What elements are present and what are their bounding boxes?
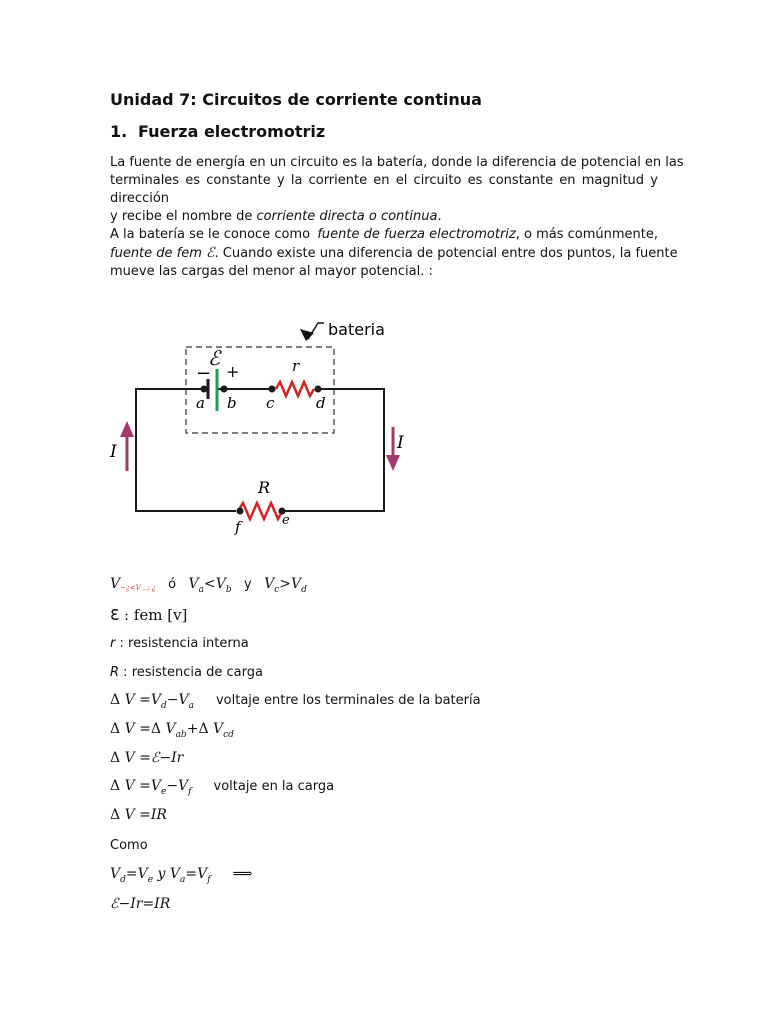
current-arrow-left-head — [120, 421, 134, 437]
node-a — [201, 386, 208, 393]
eq-r-description: r : resistencia interna — [110, 636, 249, 651]
eq-node-equalities: $V_d=V_e$ y $V_a=V_f$ ⟹ — [110, 866, 253, 885]
intro-word: terminales — [110, 173, 180, 188]
battery-callout-arrowhead — [300, 329, 314, 341]
eq-dv-terminals: Δ $V =V_d-V_a$ voltaje entre los terminales de la batería — [110, 692, 481, 711]
intro-line-1: La fuente de energía en un circuito es la batería, donde la diferencia de potencial en las — [110, 155, 684, 170]
intro-word: en — [559, 173, 576, 188]
intro-word: circuito — [413, 173, 462, 188]
internal-resistor — [276, 382, 314, 396]
label-e: e — [282, 513, 290, 528]
battery-plus-sign: + — [226, 362, 240, 381]
como-text: Como — [110, 838, 148, 853]
intro-line-5: A la batería se le conoce como fuente de fuerza electromotriz, o más comúnmente, — [110, 227, 658, 242]
intro-word: constante — [206, 173, 271, 188]
wire-left — [136, 389, 236, 511]
label-a: a — [196, 394, 205, 412]
intro-word: es — [467, 173, 483, 188]
battery-callout-label: bateria — [328, 320, 385, 339]
intro-word: la — [290, 173, 303, 188]
intro-word: y — [650, 173, 658, 188]
intro-paragraph — [110, 154, 684, 281]
load-resistance-label: R — [258, 478, 271, 497]
intro-word: corriente — [308, 173, 368, 188]
eq-fem-definition: ℇ : fem [v] — [110, 606, 188, 624]
circuit-diagram — [100, 305, 404, 549]
load-resistor — [238, 503, 282, 519]
battery-minus-sign: − — [196, 363, 212, 384]
intro-word: y — [276, 173, 285, 188]
wire-right — [284, 389, 384, 511]
page-title: Unidad 7: Circuitos de corriente continua — [110, 90, 482, 109]
circuit-svg — [100, 305, 404, 545]
section-number: 1. — [110, 122, 128, 141]
label-b: b — [227, 394, 237, 412]
intro-word: en — [373, 173, 390, 188]
eq-dv-ohm: Δ V =IR — [110, 807, 167, 823]
intro-line-4: y recibe el nombre de corriente directa o continua. — [110, 209, 442, 224]
label-d: d — [316, 394, 326, 412]
intro-word: magnitud — [581, 173, 645, 188]
eq-potential-relation: V−¿<V ,.; ¿ ó $V_a<V_b$ y $V_c>V_d$ — [110, 576, 307, 595]
intro-word: es — [185, 173, 201, 188]
internal-resistance-label: r — [292, 357, 300, 375]
eq-dv-sum: Δ V =Δ $V_{ab}+\Delta$ $V_{cd}$ — [110, 721, 234, 740]
eq-dv-emf: Δ V =ℰ−Ir — [110, 750, 184, 766]
emf-symbol: ℰ — [208, 346, 221, 370]
current-label-right: I — [397, 433, 404, 453]
label-c: c — [266, 394, 275, 412]
section-title: Fuerza electromotriz — [138, 122, 326, 141]
section-heading — [110, 122, 325, 141]
node-d — [315, 386, 322, 393]
node-f — [237, 508, 244, 515]
intro-line-3: dirección — [110, 191, 170, 206]
node-b — [221, 386, 228, 393]
eq-final: ℰ−Ir=IR — [110, 896, 171, 912]
intro-word: el — [395, 173, 408, 188]
intro-line-2 — [110, 172, 658, 190]
current-label-left: I — [110, 442, 117, 462]
label-f: f — [235, 518, 241, 536]
intro-line-6: fuente de fem ℰ. Cuando existe una diferencia de potencial entre dos puntos, la fuente — [110, 245, 678, 261]
current-arrow-right-head — [386, 455, 400, 471]
eq-dv-load: Δ $V =V_e-V_f$ voltaje en la carga — [110, 778, 335, 797]
intro-word: constante — [488, 173, 554, 188]
node-c — [269, 386, 276, 393]
intro-line-7: mueve las cargas del menor al mayor potencial. : — [110, 264, 433, 279]
eq-R-description: R : resistencia de carga — [110, 665, 263, 680]
